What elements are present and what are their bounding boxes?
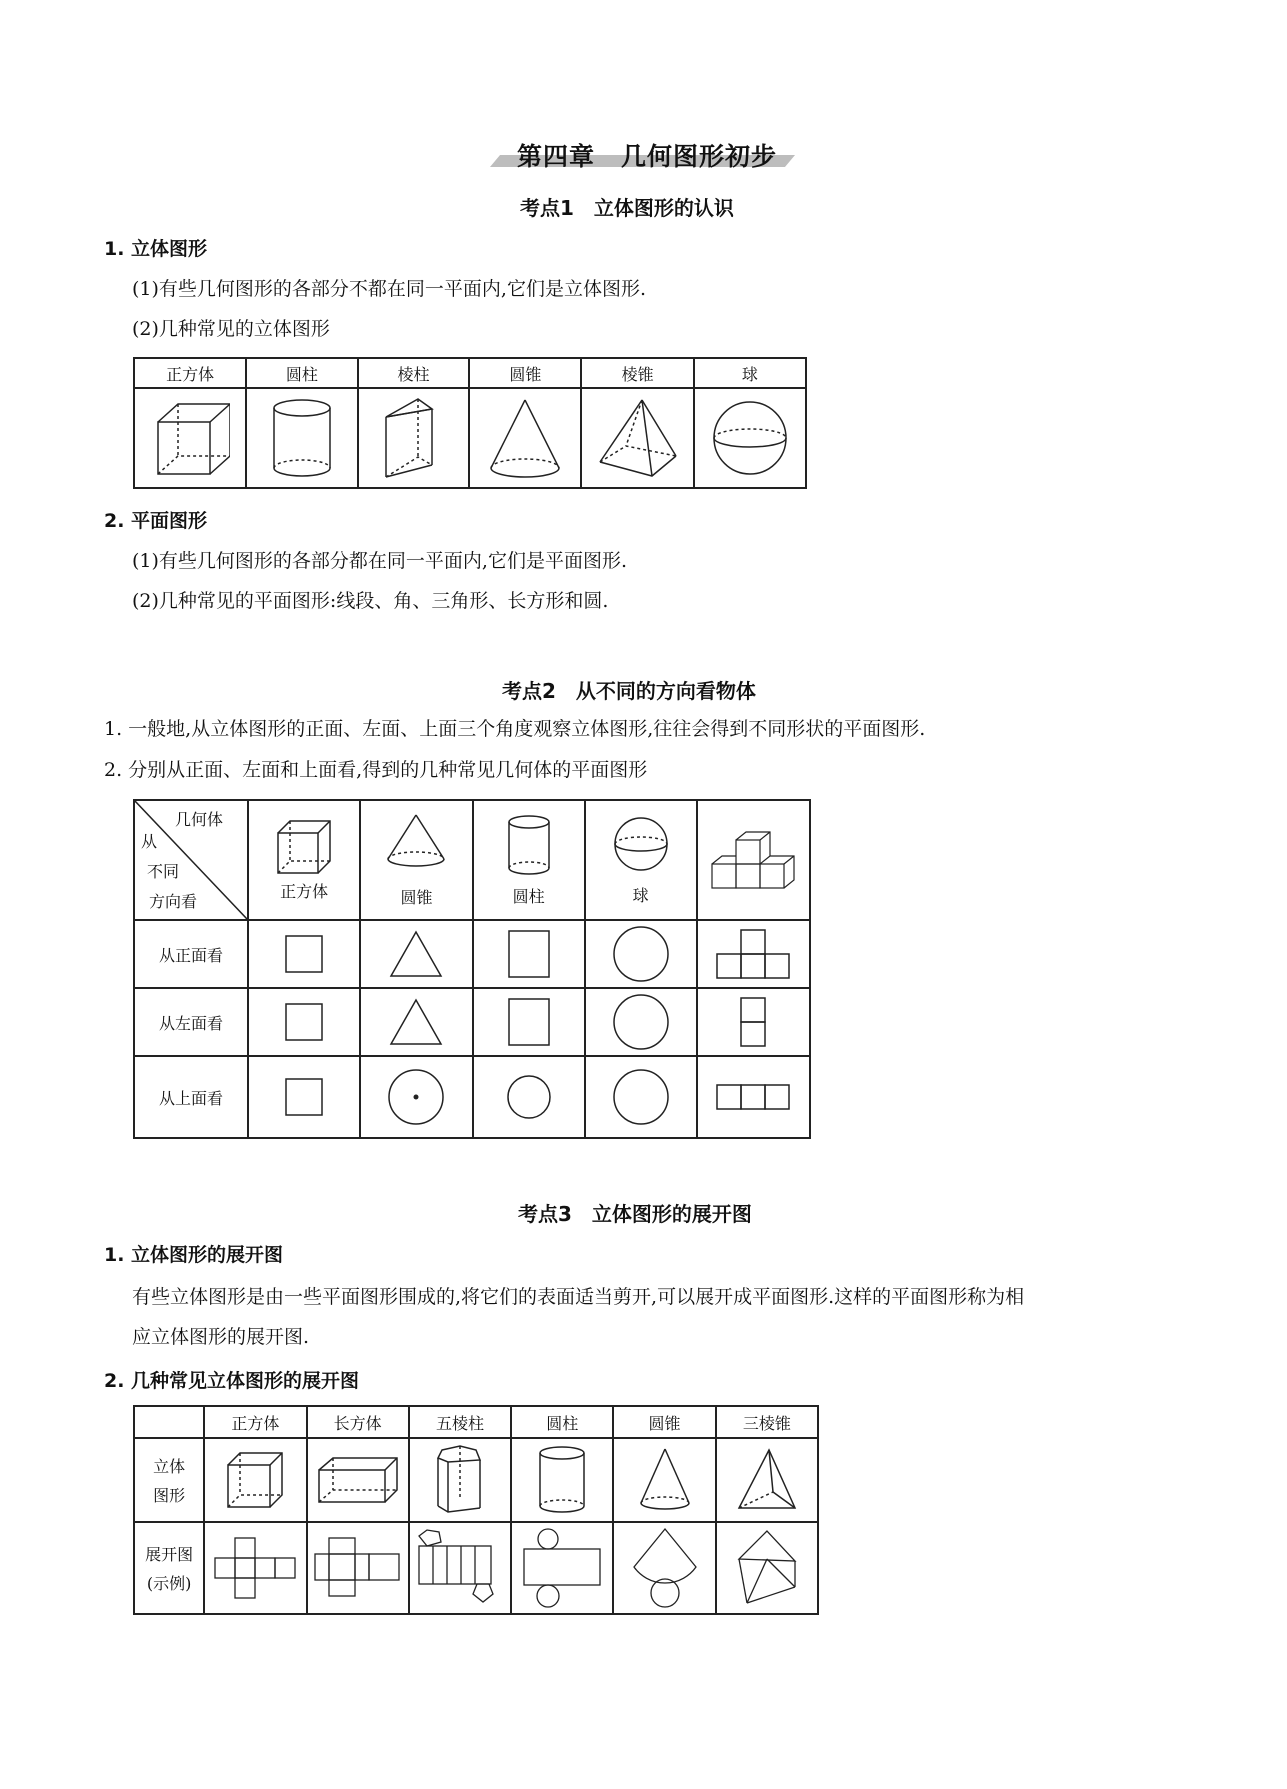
col-cone — [360, 800, 472, 920]
row-label-net-2: (示例) — [146, 1574, 192, 1593]
cylinder-figure — [246, 388, 358, 488]
corner-cell — [134, 800, 248, 920]
s1-item2-p1: (1)有些几何图形的各部分都在同一平面内,它们是平面图形. — [132, 550, 627, 572]
net-cylinder — [511, 1522, 613, 1614]
row-label-net-1: 展开图 — [145, 1545, 194, 1564]
top-cylinder — [473, 1056, 585, 1138]
chapter-header — [0, 135, 1287, 175]
s1-item2-title: 2. 平面图形 — [104, 510, 208, 532]
net-cuboid — [307, 1522, 409, 1614]
corner-top-label: 几何体 — [175, 810, 224, 829]
solid-pentagonal-prism — [409, 1438, 511, 1522]
views-table — [133, 799, 811, 1139]
block-stack-figure — [708, 830, 798, 890]
left-cone — [360, 988, 472, 1056]
col-cylinder-label: 圆柱 — [512, 886, 545, 906]
top-cone — [360, 1056, 472, 1138]
left-sphere — [585, 988, 697, 1056]
s3-item1-p-line1: 有些立体图形是由一些平面图形围成的,将它们的表面适当剪开,可以展开成平面图形.这样的平面图形称为相 — [132, 1286, 1025, 1308]
nets-header-tetrahedron: 三棱锥 — [716, 1406, 818, 1438]
s3-item2-title: 2. 几种常见立体图形的展开图 — [104, 1370, 360, 1392]
col-block-stack — [697, 800, 810, 920]
solid-cylinder — [511, 1438, 613, 1522]
left-cylinder — [473, 988, 585, 1056]
row-label-solid-1: 立体 — [153, 1457, 186, 1476]
solid-shapes-table — [133, 357, 807, 489]
header-pyramid: 棱锥 — [581, 358, 693, 388]
row-label-front: 从正面看 — [134, 920, 248, 988]
col-cone-label: 圆锥 — [400, 887, 433, 907]
net-cone — [613, 1522, 715, 1614]
header-cylinder: 圆柱 — [246, 358, 358, 388]
chapter-title: 第四章 几何图形初步 — [517, 142, 778, 171]
col-sphere — [585, 800, 697, 920]
corner-left-2: 不同 — [147, 862, 180, 881]
nets-header-pentagonal-prism: 五棱柱 — [409, 1406, 511, 1438]
cone-figure — [469, 388, 581, 488]
section3-title: 考点3 立体图形的展开图 — [518, 1202, 752, 1226]
header-cone: 圆锥 — [469, 358, 581, 388]
prism-figure — [358, 388, 470, 488]
row-label-solid-2: 图形 — [153, 1486, 186, 1505]
solid-cube — [204, 1438, 306, 1522]
col-cube-label: 正方体 — [280, 881, 329, 901]
cube-figure — [134, 388, 246, 488]
s2-p1: 1. 一般地,从立体图形的正面、左面、上面三个角度观察立体图形,往往会得到不同形状的平面图形. — [104, 718, 926, 740]
row-label-top: 从上面看 — [134, 1056, 248, 1138]
front-cone — [360, 920, 472, 988]
front-cube — [248, 920, 360, 988]
row-label-net — [134, 1522, 204, 1614]
section1-title: 考点1 立体图形的认识 — [520, 196, 734, 220]
nets-header-cone: 圆锥 — [613, 1406, 715, 1438]
front-block-stack — [697, 920, 810, 988]
col-cube — [248, 800, 360, 920]
net-tetrahedron — [716, 1522, 818, 1614]
header-sphere: 球 — [694, 358, 806, 388]
top-cube — [248, 1056, 360, 1138]
left-block-stack — [697, 988, 810, 1056]
header-cube: 正方体 — [134, 358, 246, 388]
left-cube — [248, 988, 360, 1056]
pyramid-figure — [581, 388, 693, 488]
col-sphere-label: 球 — [632, 885, 649, 905]
front-sphere — [585, 920, 697, 988]
net-cube — [204, 1522, 306, 1614]
header-prism: 棱柱 — [358, 358, 470, 388]
solid-cone — [613, 1438, 715, 1522]
solid-tetrahedron — [716, 1438, 818, 1522]
sphere-figure — [694, 388, 806, 488]
s1-item1-title: 1. 立体图形 — [104, 238, 208, 260]
s3-item1-p-line2: 应立体图形的展开图. — [132, 1326, 310, 1348]
s3-item1-title: 1. 立体图形的展开图 — [104, 1244, 284, 1266]
row-label-left: 从左面看 — [134, 988, 248, 1056]
s2-p2: 2. 分别从正面、左面和上面看,得到的几种常见几何体的平面图形 — [104, 759, 648, 781]
nets-header-cuboid: 长方体 — [307, 1406, 409, 1438]
net-pentagonal-prism — [409, 1522, 511, 1614]
solid-cuboid — [307, 1438, 409, 1522]
corner-left-3: 方向看 — [149, 892, 198, 911]
section2-title: 考点2 从不同的方向看物体 — [502, 679, 756, 703]
nets-header-cube: 正方体 — [204, 1406, 306, 1438]
nets-corner — [134, 1406, 204, 1438]
corner-left-1: 从 — [141, 832, 158, 851]
s1-item1-p1: (1)有些几何图形的各部分不都在同一平面内,它们是立体图形. — [132, 278, 646, 300]
nets-header-cylinder: 圆柱 — [511, 1406, 613, 1438]
s1-item1-p2: (2)几种常见的立体图形 — [132, 318, 330, 340]
front-cylinder — [473, 920, 585, 988]
s1-item2-p2: (2)几种常见的平面图形:线段、角、三角形、长方形和圆. — [132, 590, 609, 612]
top-sphere — [585, 1056, 697, 1138]
row-label-solid — [134, 1438, 204, 1522]
top-block-stack — [697, 1056, 810, 1138]
col-cylinder — [473, 800, 585, 920]
nets-table — [133, 1405, 819, 1615]
